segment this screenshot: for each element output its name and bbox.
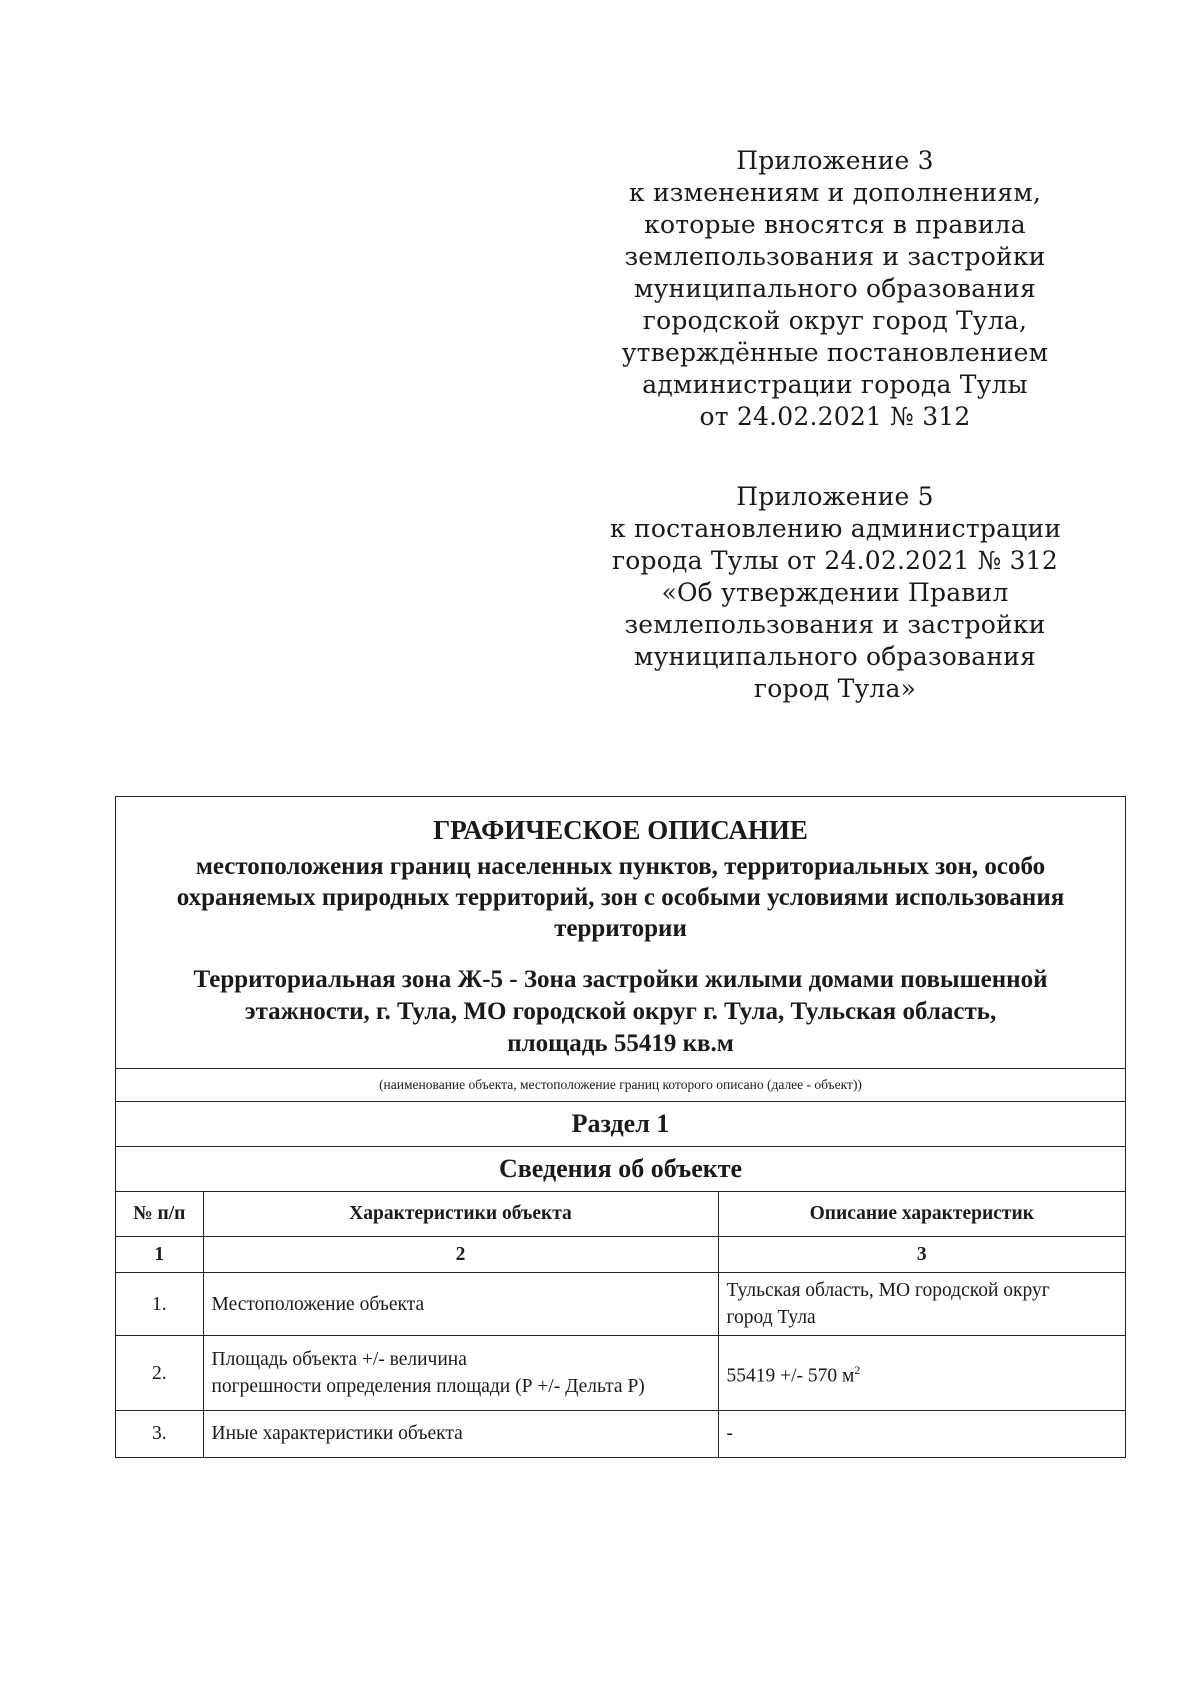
row-description [718,1273,1125,1336]
appendix-3-line: утверждённые постановлением [621,338,1049,367]
graphic-description-form [115,796,1126,1458]
row-description: - [718,1411,1125,1457]
row-characteristic: Иные характеристики объекта [203,1411,718,1457]
appendix-5-block [610,481,1060,705]
appendix-3-line: муниципального образования [633,274,1037,303]
column-header: № п/п [116,1192,203,1237]
row-number: 1. [116,1273,203,1336]
appendix-5-line: Приложение 5 [736,482,934,511]
appendix-3-line: которые вносятся в правила [644,210,1026,239]
appendix-3-block [610,145,1060,433]
section-title: Сведения об объекте [116,1146,1125,1191]
table-header-row [116,1192,1125,1237]
row-description-line: Тульская область, МО городской округ [726,1280,1050,1301]
column-header: Характеристики объекта [203,1192,718,1237]
table-row [116,1411,1125,1457]
row-characteristic-line: погрешности определения площади (Р +/- Дельта Р) [211,1376,645,1397]
zone-name-line: площадь 55419 кв.м [507,1030,734,1057]
appendix-3-line: администрации города Тулы [642,370,1028,399]
table-row [116,1336,1125,1411]
appendix-3-line: землепользования и застройки [624,242,1046,271]
area-value: 55419 +/- 570 м [726,1365,855,1387]
section-number: Раздел 1 [116,1101,1125,1146]
row-characteristic [203,1336,718,1411]
appendix-5-line: «Об утверждении Правил [661,578,1009,607]
zone-name-line: Территориальная зона Ж-5 - Зона застройки жилыми домами повышенной [193,966,1048,993]
row-description [718,1336,1125,1411]
object-caption: (наименование объекта, местоположение границ которого описано (далее - объект)) [116,1068,1125,1101]
row-characteristic: Местоположение объекта [203,1273,718,1336]
appendix-5-line: города Тулы от 24.02.2021 № 312 [612,546,1058,575]
appendix-3-line: от 24.02.2021 № 312 [699,402,971,431]
form-subtitle-line: местоположения границ населенных пунктов, территориальных зон, особо [195,853,1046,880]
appendix-3-line: Приложение 3 [736,146,934,175]
column-header: Описание характеристик [718,1192,1125,1237]
form-subtitle-line: территории [554,915,687,942]
zone-name [126,964,1115,1060]
form-subtitle-line: охраняемых природных территорий, зон с особыми условиями использования [176,884,1065,911]
appendix-5-line: к постановлению администрации [610,514,1062,543]
object-properties-table [116,1192,1125,1457]
row-characteristic-line: Площадь объекта +/- величина [211,1349,467,1370]
row-number: 3. [116,1411,203,1457]
table-row [116,1273,1125,1336]
form-subtitle [126,851,1115,944]
area-unit-superscript: 2 [854,1362,861,1377]
row-description-line: город Тула [726,1307,816,1328]
appendix-5-line: муниципального образования [633,642,1037,671]
column-number: 3 [718,1237,1125,1273]
appendix-3-line: городской округ город Тула, [642,306,1028,335]
form-title: ГРАФИЧЕСКОЕ ОПИСАНИЕ [433,815,808,845]
column-number: 2 [203,1237,718,1273]
zone-name-line: этажности, г. Тула, МО городской округ г. Тула, Тульская область, [244,998,997,1025]
appendix-3-line: к изменениям и дополнениям, [628,178,1042,207]
appendix-5-line: город Тула» [753,674,917,703]
column-number: 1 [116,1237,203,1273]
appendix-5-line: землепользования и застройки [624,610,1046,639]
column-numbers-row [116,1237,1125,1273]
row-number: 2. [116,1336,203,1411]
form-header [116,797,1125,1068]
